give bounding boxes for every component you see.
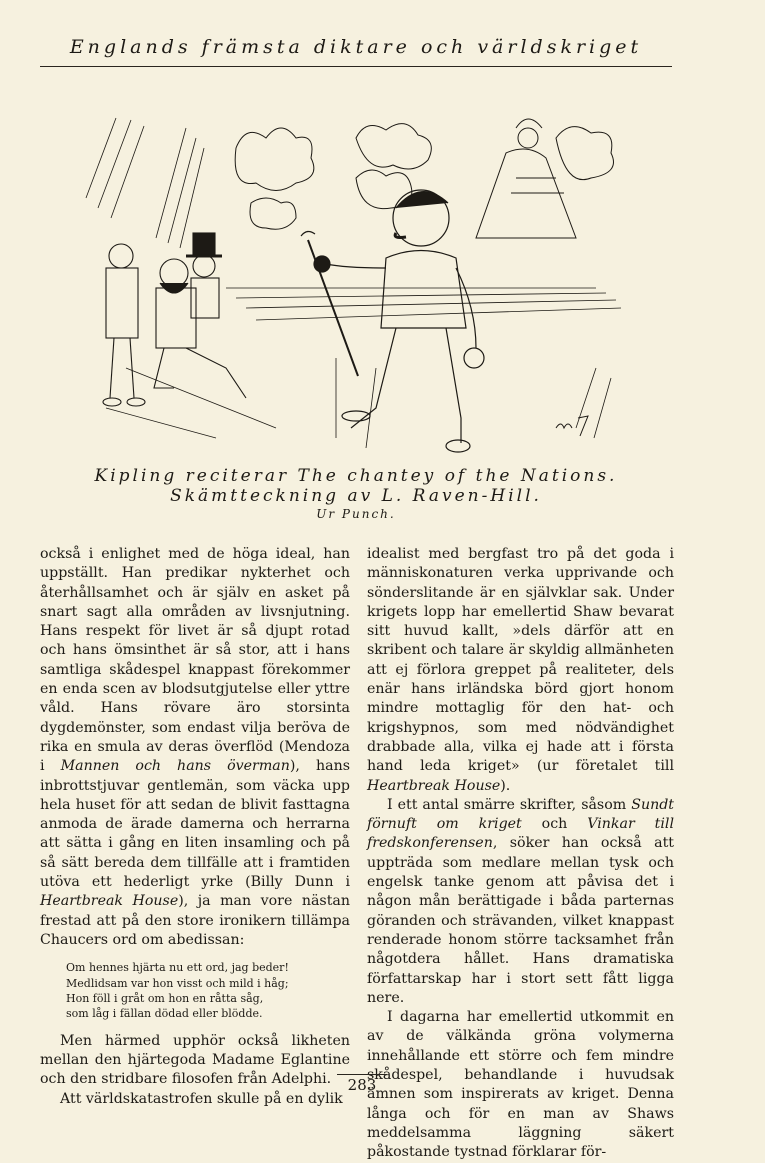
running-head: Englands främsta diktare och världskriget	[69, 36, 643, 58]
right-paragraph-2: I ett antal smärre skrifter, såsom Sundt förnuft om kriget och Vinkar till fredskonferensen, söker han också att uppträda som medlare mellan tysk och engelsk tanke genom att påvisa det i någon mån berättigade i båda parternas göranden och strävanden, vilket knappast renderade honom större tacksamhet från någotdera hållet. Hans dramatiska författarskap har i stort sett fått ligga nere.	[367, 796, 674, 1006]
verse-line: Medlidsam var hon visst och mild i håg;	[66, 976, 289, 990]
left-paragraph-2: Men härmed upphör också likheten mellan den hjärtegoda Madame Eglantine och den stridbare filosofen från Adelphi.	[40, 1032, 350, 1088]
left-column	[40, 545, 350, 1109]
left-paragraph-1: också i enlighet med de höga ideal, han uppställt. Han predikar nykterhet och återhållsamhet och är själv en asket på snart sagt alla områden av livsnjutning. Hans respekt för livet är så djupt rotad och hans ömsinthet är så stor, att i hans samtliga skådespel knappast förekommer en enda scen av blodsutgjutelse eller yttre våld. Hans rövare äro storsinta dygdemönster, som endast vilja beröva de rika en smula av deras överflöd (Mendoza i Mannen och hans överman), hans inbrottstjuvar gentlemän, som väcka upp hela huset för att sedan de blivit fasttagna anmoda de ärade damerna och herrarna att sätta i gång en liten insamling och på så sätt bereda dem tillfälle att i framtiden utöva ett hederligt yrke (Billy Dunn i Heartbreak House), ja man vore nästan frestad att på den store ironikern tillämpa Chaucers ord om abedissan:	[40, 546, 350, 948]
crowd-figures	[103, 233, 246, 406]
britannia-figure	[476, 119, 576, 238]
verse-quote	[66, 960, 350, 1022]
caption-line-1: Kipling reciterar The chantey of the Nations.	[94, 466, 618, 486]
right-paragraph-3: I dagarna har emellertid utkommit en av de välkända gröna volymerna innehållande ett större och fem mindre skådespel, behandlande i huvudsak ämnen som inspirerats av kriget. Denna långa och för en man av Shaws meddelsamma läggning säkert påkostande tystnad förklarar för-	[367, 1009, 674, 1161]
folio-rule	[337, 1074, 387, 1075]
work-title: Mannen och hans överman	[60, 758, 290, 775]
cartoon-illustration-icon	[76, 108, 636, 458]
work-title: Sundt förnuft om kriget	[367, 796, 674, 833]
header-rule	[40, 66, 672, 67]
page-number: 283	[347, 1076, 377, 1094]
left-paragraph-3: Att världskatastrofen skulle på en dylik	[60, 1090, 343, 1107]
caption-line-2: Skämtteckning av L. Raven-Hill.	[170, 486, 542, 506]
work-title: Heartbreak House	[40, 893, 179, 910]
right-column	[367, 545, 674, 1163]
right-paragraph-1: idealist med bergfast tro på det goda i människonaturen verka upprivande och sönderslitande är en självklar sak. Under krigets lopp har emellertid Shaw bevarat sitt huvud kallt, »dels därför att en skribent och talare är skyldig allmänheten att ej förlora greppet på realiteter, dels enär hans irländska börd gjort honom mindre mottaglig för den hat- och krigshypnos, som med nödvändighet drabbade alla, vilka ej hade att i första hand leda kriget» (ur företalet till Heartbreak House).	[367, 546, 674, 794]
verse-line: som låg i fällan dödad eller blödde.	[66, 1007, 263, 1021]
verse-line: Om hennes hjärta nu ett ord, jag beder!	[66, 961, 289, 975]
work-title: Vinkar till fredskonferensen	[367, 816, 674, 852]
caption-source: Ur Punch.	[316, 507, 396, 521]
signature-mark	[556, 416, 588, 436]
work-title: Heartbreak House	[367, 777, 501, 794]
kipling-figure	[301, 190, 484, 452]
verse-line: Hon föll i gråt om hon en råtta såg,	[66, 992, 264, 1006]
smoke-clouds	[235, 124, 613, 230]
